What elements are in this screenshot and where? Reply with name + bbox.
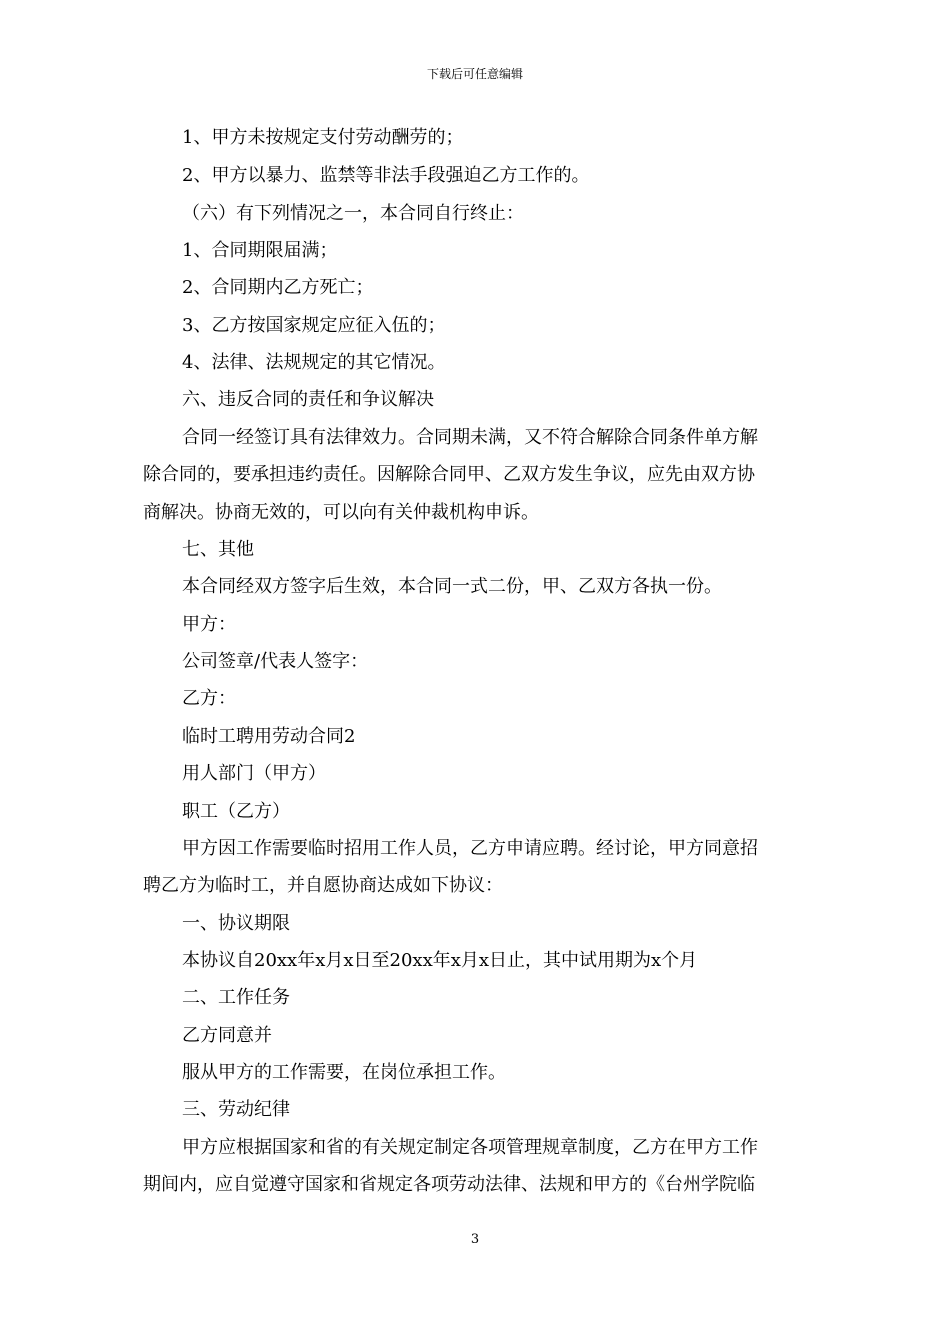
paragraph-line: 2、甲方以暴力、监禁等非法手段强迫乙方工作的。: [182, 165, 590, 186]
paragraph-line: 甲方因工作需要临时招用工作人员，乙方申请应聘。经讨论，甲方同意招: [182, 838, 758, 859]
paragraph-line: 1、合同期限届满；: [182, 240, 338, 261]
section-heading: 七、其他: [182, 539, 254, 560]
paragraph-line: 商解决。协商无效的，可以向有关仲裁机构申诉。: [143, 502, 539, 523]
paragraph-line: 4、法律、法规规定的其它情况。: [182, 352, 446, 373]
paragraph-line: （六）有下列情况之一，本合同自行终止：: [182, 203, 524, 224]
signature-label: 公司签章/代表人签字：: [182, 651, 369, 672]
paragraph-line: 1、甲方未按规定支付劳动酬劳的；: [182, 127, 464, 148]
party-label: 职工（乙方）: [182, 801, 290, 822]
paragraph-line: 本协议自20xx年x月x日至20xx年x月x日止，其中试用期为x个月: [182, 950, 698, 971]
paragraph-line: 2、合同期内乙方死亡；: [182, 277, 374, 298]
paragraph-line: 合同一经签订具有法律效力。合同期未满，又不符合解除合同条件单方解: [182, 427, 758, 448]
paragraph-line: 除合同的，要承担违约责任。因解除合同甲、乙双方发生争议，应先由双方协: [143, 464, 755, 485]
paragraph-line: 服从甲方的工作需要，在岗位承担工作。: [182, 1062, 506, 1083]
page-header: 下载后可任意编辑: [426, 67, 523, 81]
party-label: 用人部门（甲方）: [182, 763, 326, 784]
paragraph-line: 甲方应根据国家和省的有关规定制定各项管理规章制度，乙方在甲方工作: [182, 1137, 758, 1158]
contract-title: 临时工聘用劳动合同2: [182, 726, 356, 747]
section-heading: 三、劳动纪律: [182, 1099, 290, 1120]
paragraph-line: 聘乙方为临时工，并自愿协商达成如下协议：: [143, 875, 503, 896]
page-number: 3: [470, 1232, 480, 1247]
signature-label: 甲方：: [182, 614, 236, 635]
section-heading: 一、协议期限: [182, 913, 290, 934]
paragraph-line: 3、乙方按国家规定应征入伍的；: [182, 315, 446, 336]
paragraph-line: 期间内，应自觉遵守国家和省规定各项劳动法律、法规和甲方的《台州学院临: [143, 1174, 755, 1195]
paragraph-line: 乙方同意并: [182, 1025, 272, 1046]
section-heading: 六、违反合同的责任和争议解决: [182, 389, 434, 410]
signature-label: 乙方：: [182, 688, 236, 709]
paragraph-line: 本合同经双方签字后生效，本合同一式二份，甲、乙双方各执一份。: [182, 576, 722, 597]
section-heading: 二、工作任务: [182, 987, 290, 1008]
